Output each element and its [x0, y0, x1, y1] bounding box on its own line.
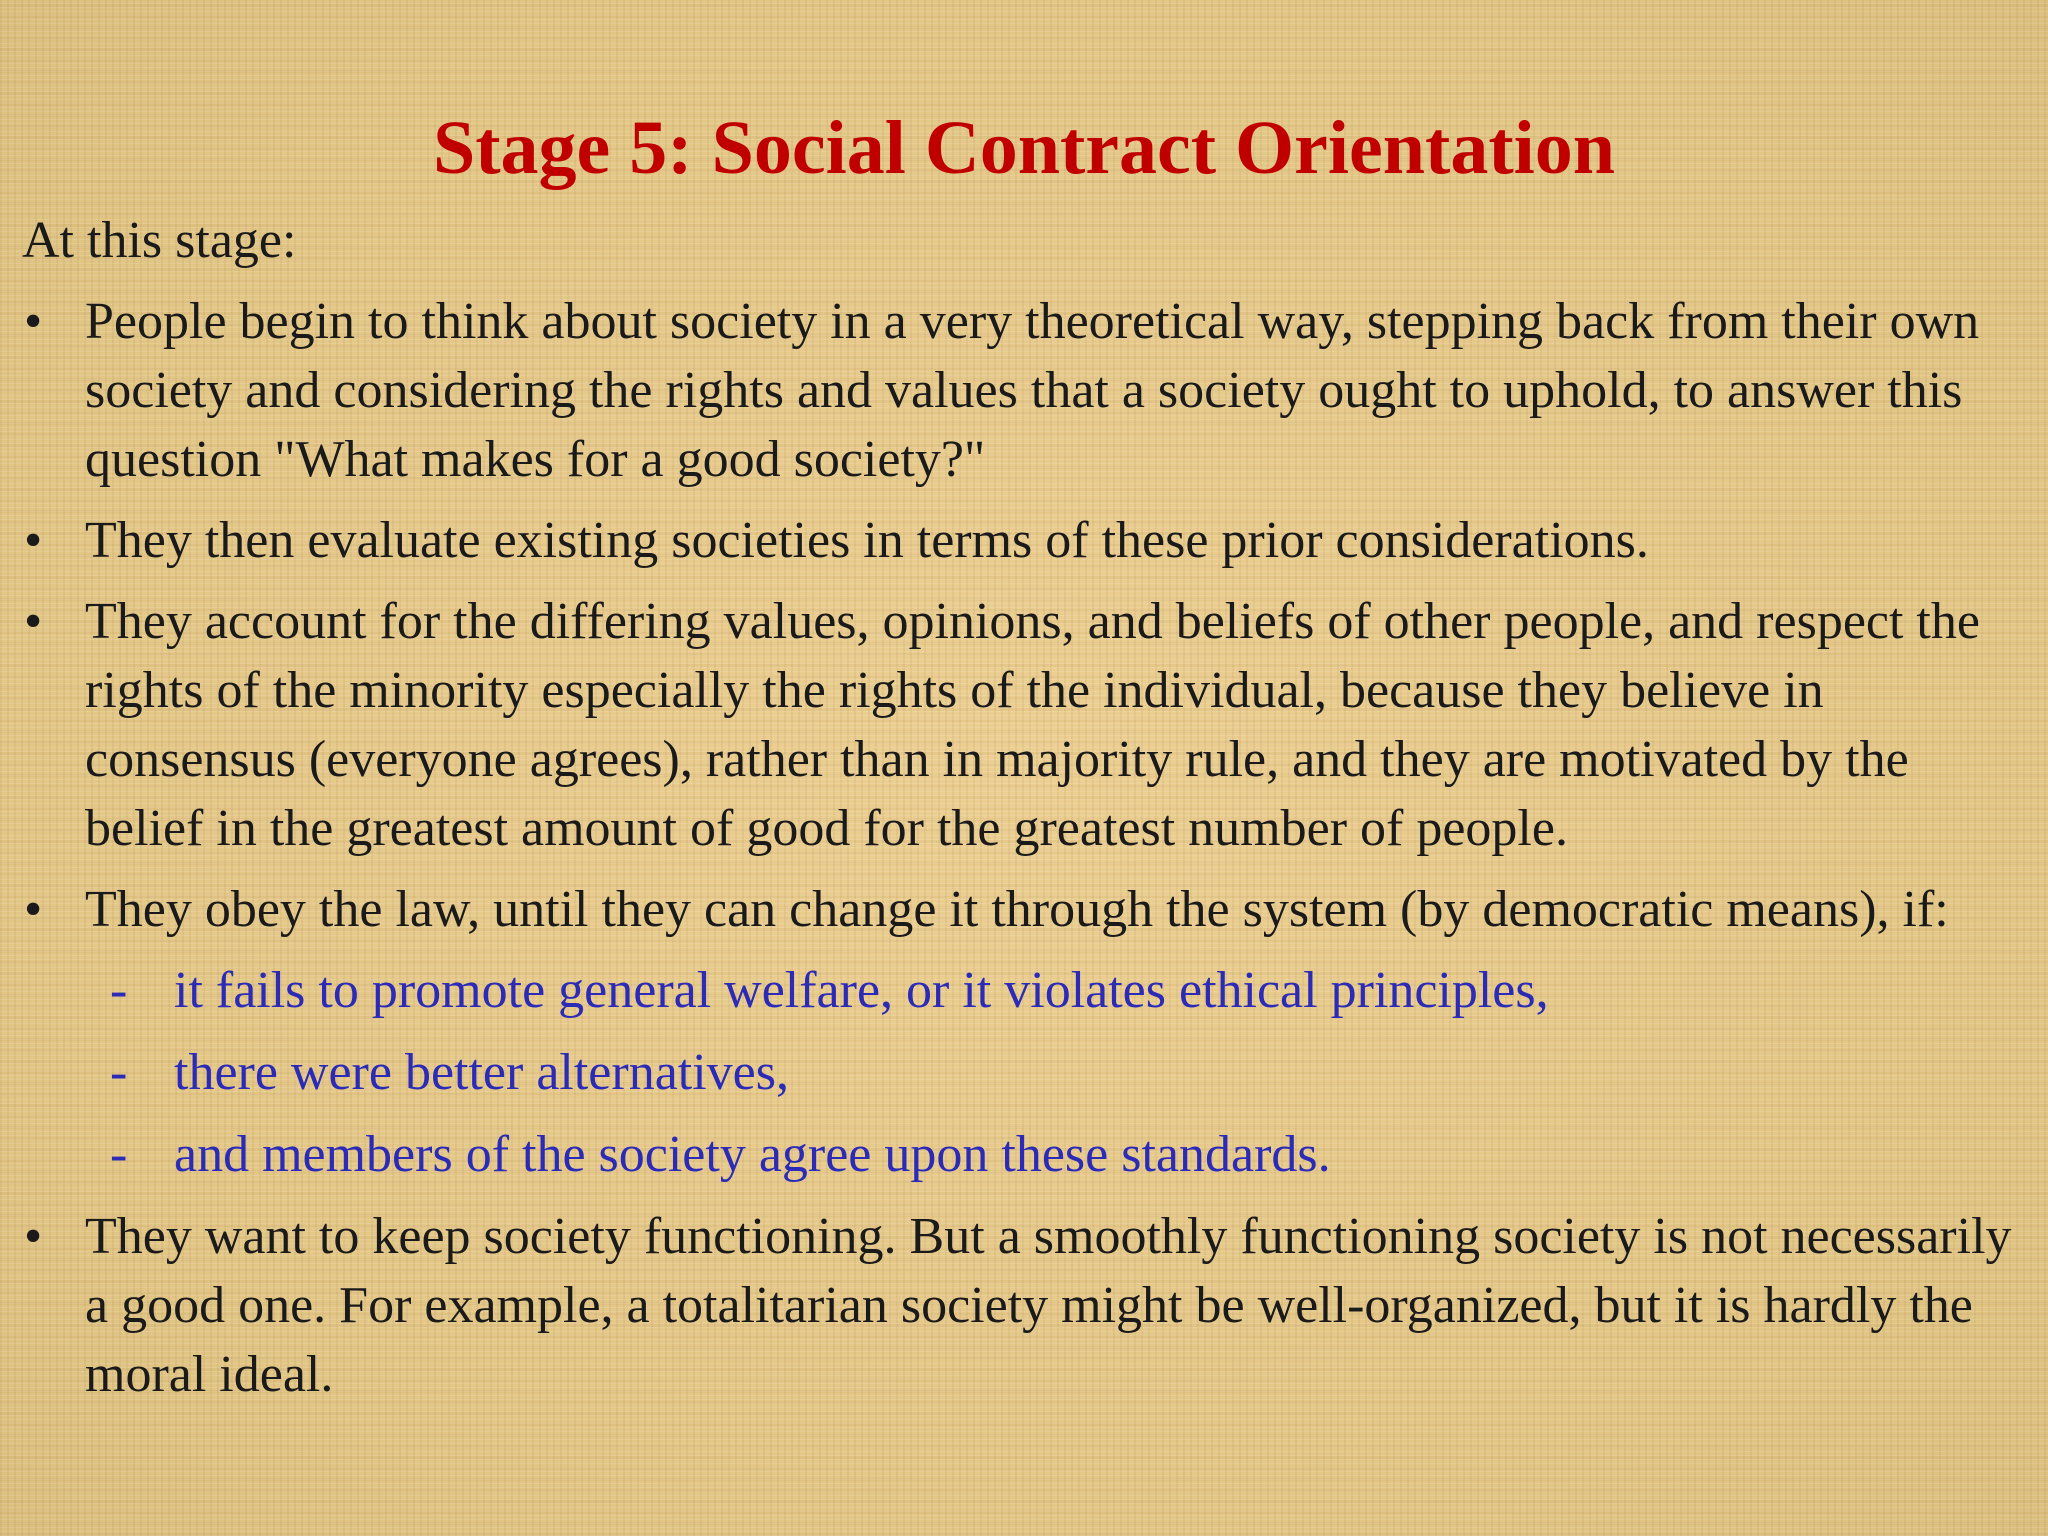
sub-list-item	[22, 1038, 2022, 1107]
dash-icon: -	[110, 1126, 128, 1183]
bullet-icon: •	[24, 881, 43, 938]
dash-icon: -	[110, 962, 128, 1019]
bullet-text: They want to keep society functioning. But a smoothly functioning society is not necessarily a good one. For example, a totalitarian society might be well-organized, but it is hardly the moral ideal.	[85, 1208, 2012, 1403]
sub-list-item	[22, 1120, 2022, 1189]
intro-text: At this stage:	[22, 212, 297, 269]
bullet-item	[22, 875, 2022, 944]
bullet-item	[22, 587, 2022, 863]
dash-icon: -	[110, 1044, 128, 1101]
bullet-icon: •	[24, 293, 43, 350]
slide-title: Stage 5: Social Contract Orientation	[432, 106, 1616, 190]
bullet-text: They account for the differing values, opinions, and beliefs of other people, and respect the rights of the minority especially the rights of the individual, because they believe in consensus (everyone agrees), rather than in majority rule, and they are motivated by the belief in the greatest amount of good for the greatest number of people.	[85, 593, 1980, 857]
bullet-text: They then evaluate existing societies in terms of these prior considerations.	[85, 512, 1649, 569]
bullet-item	[22, 287, 2022, 494]
bullet-text: They obey the law, until they can change it through the system (by democratic means), if:	[85, 881, 1949, 938]
sub-list-item	[22, 956, 2022, 1025]
sub-item-text: and members of the society agree upon these standards.	[174, 1126, 1331, 1183]
sub-item-text: it fails to promote general welfare, or it violates ethical principles,	[174, 962, 1549, 1019]
bullet-icon: •	[24, 593, 43, 650]
sub-item-text: there were better alternatives,	[174, 1044, 789, 1101]
slide-content	[22, 206, 2022, 1421]
bullet-text: People begin to think about society in a very theoretical way, stepping back from their own society and considering the rights and values that a society ought to uphold, to answer this question "What makes for a good society?"	[85, 293, 1980, 488]
sub-list	[22, 956, 2022, 1189]
bullet-icon: •	[24, 512, 43, 569]
bullet-icon: •	[24, 1208, 43, 1265]
bullet-item	[22, 1202, 2022, 1409]
bullet-item	[22, 506, 2022, 575]
